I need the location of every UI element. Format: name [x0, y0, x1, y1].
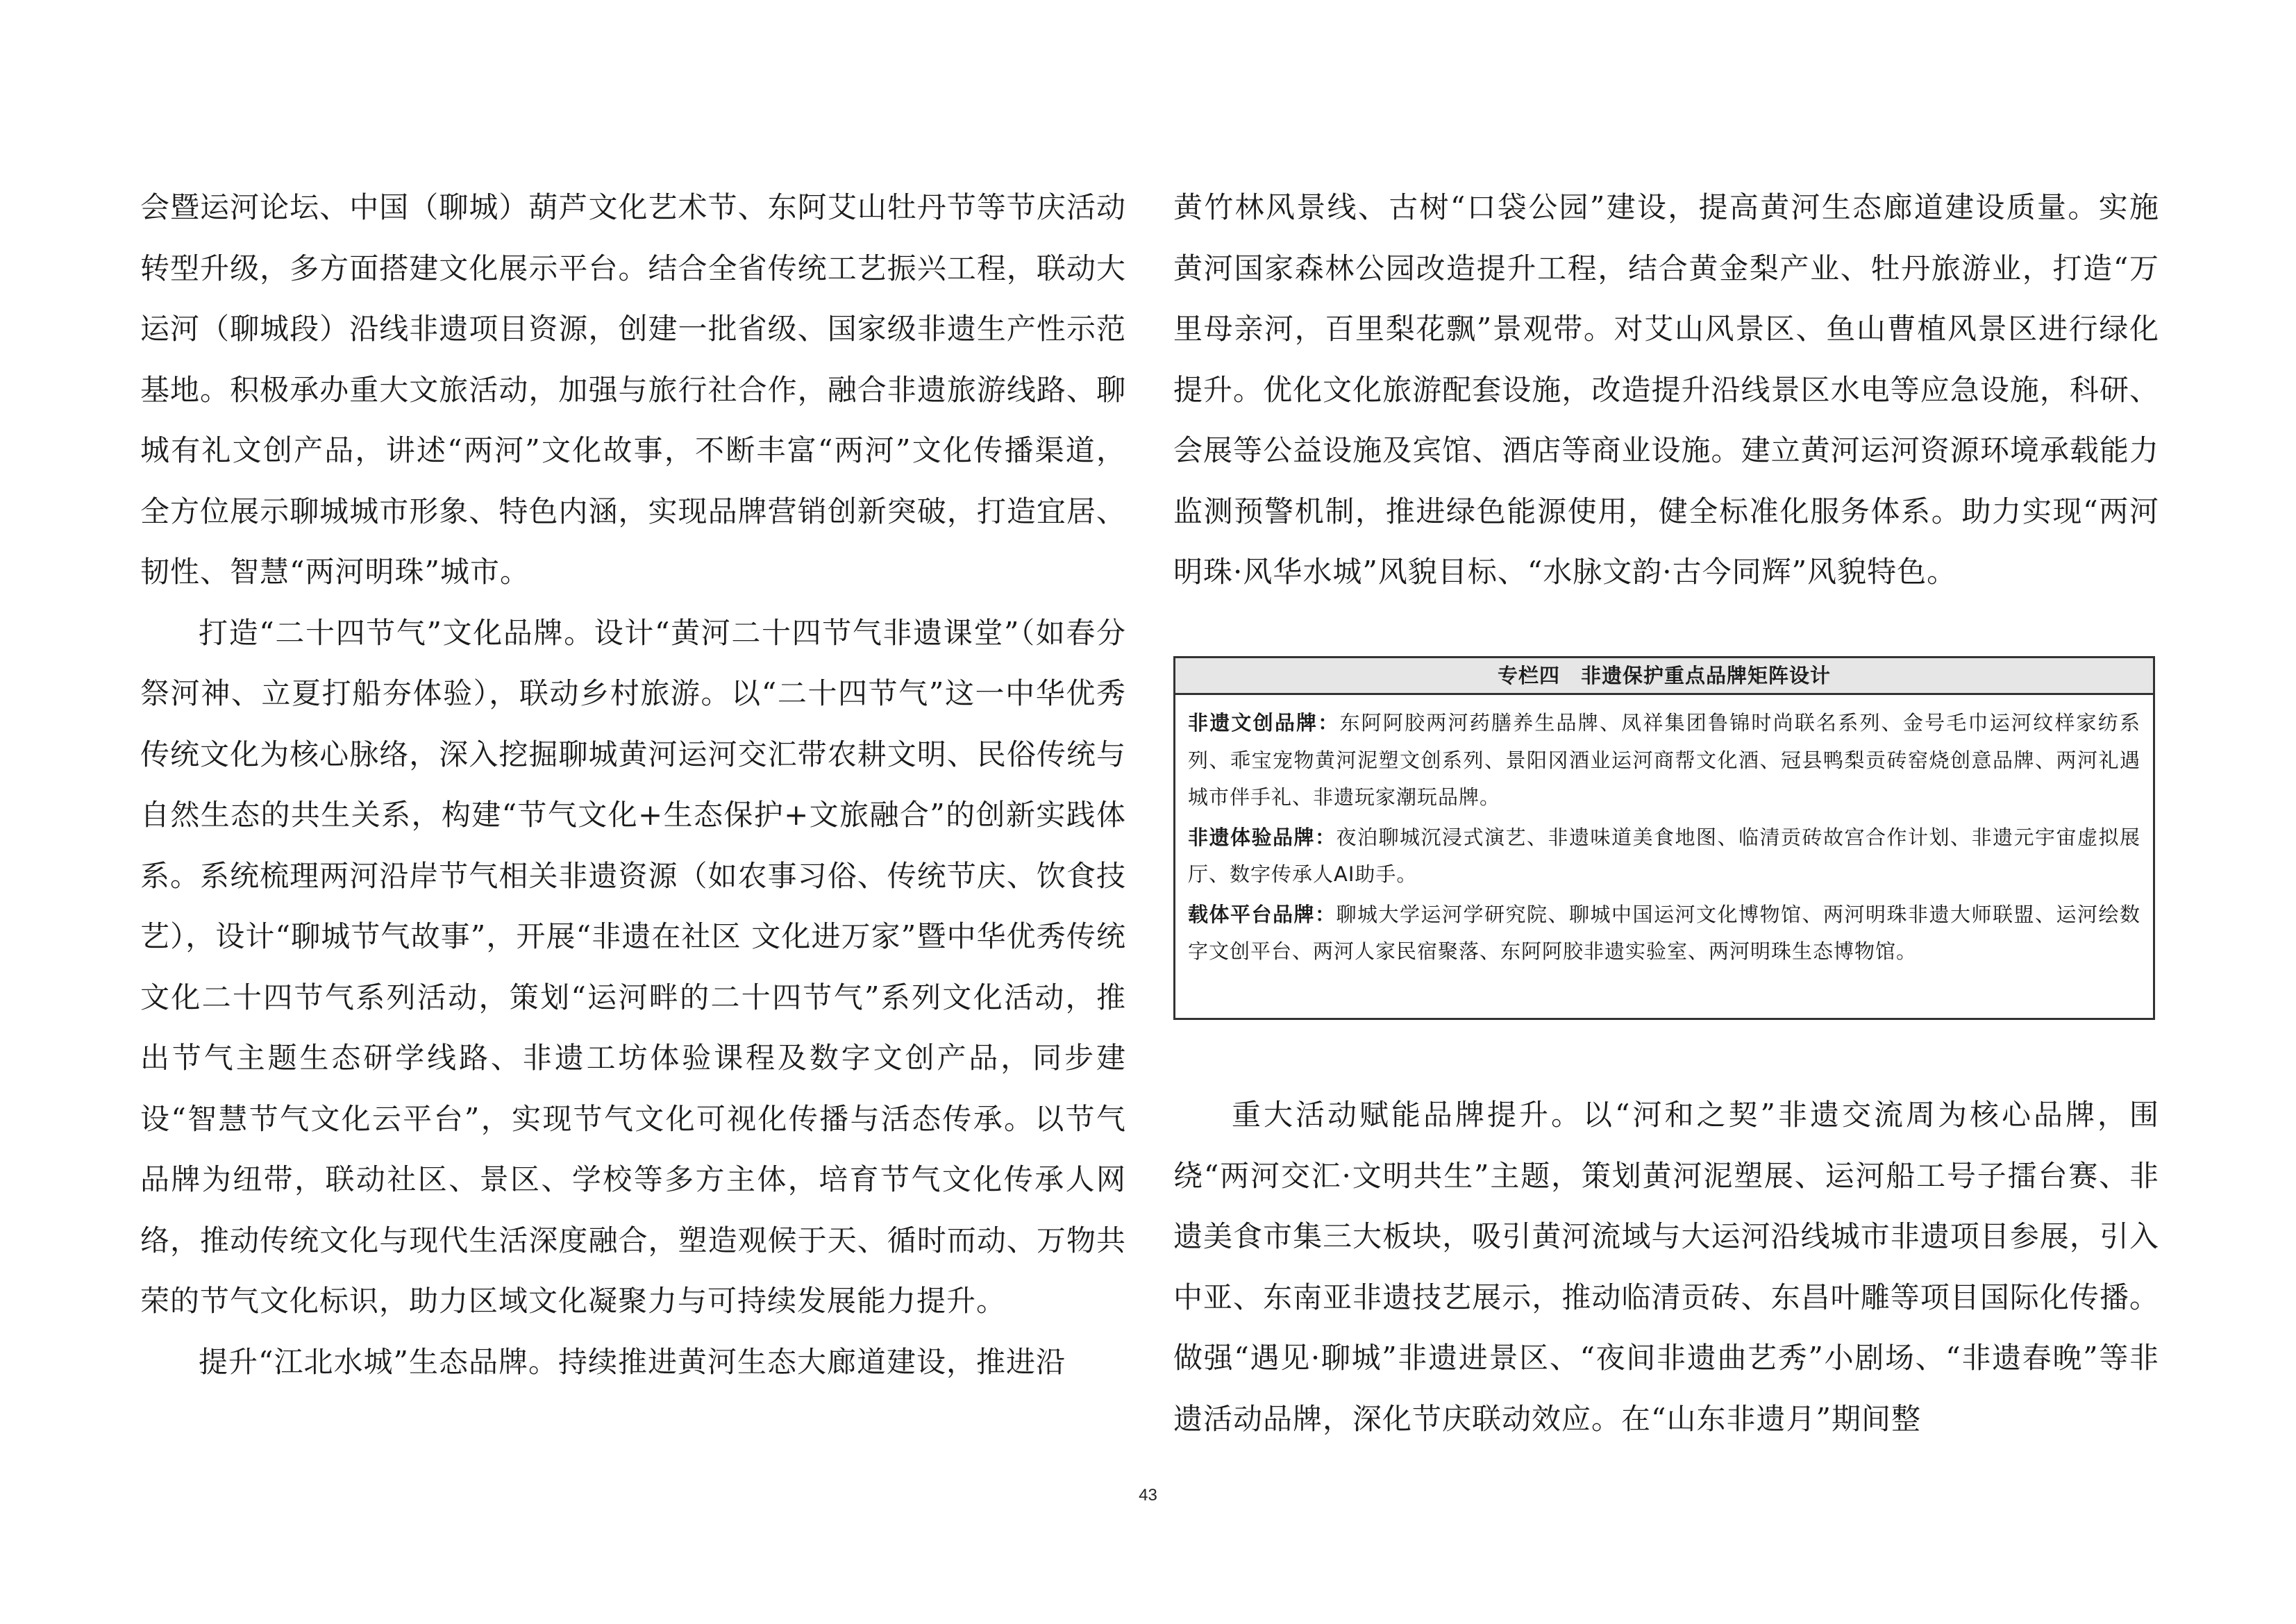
sidebar-item-label: 非遗文创品牌：: [1188, 711, 1340, 735]
sidebar-box-body: [1175, 695, 2153, 971]
sidebar-item-label: 载体平台品牌：: [1188, 902, 1336, 926]
right-paragraph-1: 黄竹林风景线、古树“口袋公园”建设，提高黄河生态廊道建设质量。实施黄河国家森林公园改造提升工程，结合黄金梨产业、牡丹旅游业，打造“万里母亲河，百里梨花飘”景观带。对艾山风景区、鱼山曹植风景区进行绿化提升。优化文化旅游配套设施，改造提升沿线景区水电等应急设施，科研、会展等公益设施及宾馆、酒店等商业设施。建立黄河运河资源环境承载能力监测预警机制，推进绿色能源使用，健全标准化服务体系。助力实现“两河明珠·风华水城”风貌目标、“水脉文韵·古今同辉”风貌特色。: [1173, 190, 2159, 589]
sidebar-item-text: 聊城大学运河学研究院、聊城中国运河文化博物馆、两河明珠非遗大师联盟、运河绘数字文创平台、两河人家民宿聚落、东阿阿胶非遗实验室、两河明珠生态博物馆。: [1188, 902, 2140, 963]
sidebar-item-experience-brands: [1188, 819, 2140, 894]
brand-matrix-sidebar-box: [1173, 656, 2155, 1020]
left-column: [140, 177, 1126, 1392]
left-paragraph-3: 提升“江北水城”生态品牌。持续推进黄河生态大廊道建设，推进沿: [199, 1344, 1066, 1379]
page-number: 43: [1139, 1486, 1157, 1505]
sidebar-item-text: 夜泊聊城沉浸式演艺、非遗味道美食地图、临清贡砖故宫合作计划、非遗元宇宙虚拟展厅、数字传承人AI助手。: [1188, 825, 2140, 886]
left-paragraph-1: 会暨运河论坛、中国（聊城）葫芦文化艺术节、东阿艾山牡丹节等节庆活动转型升级，多方面搭建文化展示平台。结合全省传统工艺振兴工程，联动大运河（聊城段）沿线非遗项目资源，创建一批省级、国家级非遗生产性示范基地。积极承办重大文旅活动，加强与旅行社合作，融合非遗旅游线路、聊城有礼文创产品，讲述“两河”文化故事，不断丰富“两河”文化传播渠道，全方位展示聊城城市形象、特色内涵，实现品牌营销创新突破，打造宜居、韧性、智慧“两河明珠”城市。: [140, 190, 1126, 589]
sidebar-item-platform-brands: [1188, 896, 2140, 971]
sidebar-item-label: 非遗体验品牌：: [1188, 825, 1336, 849]
sidebar-item-creative-brands: [1188, 705, 2140, 817]
right-paragraph-2: 重大活动赋能品牌提升。以“河和之契”非遗交流周为核心品牌，围绕“两河交汇·文明共生”主题，策划黄河泥塑展、运河船工号子擂台赛、非遗美食市集三大板块，吸引黄河流域与大运河沿线城市非遗项目参展，引入中亚、东南亚非遗技艺展示，推动临清贡砖、东昌叶雕等项目国际化传播。做强“遇见·聊城”非遗进景区、“夜间非遗曲艺秀”小剧场、“非遗春晚”等非遗活动品牌，深化节庆联动效应。在“山东非遗月”期间整: [1173, 1098, 2159, 1436]
left-paragraph-2: 打造“二十四节气”文化品牌。设计“黄河二十四节气非遗课堂”（如春分祭河神、立夏打船夯体验），联动乡村旅游。以“二十四节气”这一中华优秀传统文化为核心脉络，深入挖掘聊城黄河运河交汇带农耕文明、民俗传统与自然生态的共生关系，构建“节气文化+生态保护+文旅融合”的创新实践体系。系统梳理两河沿岸节气相关非遗资源（如农事习俗、传统节庆、饮食技艺），设计“聊城节气故事”，开展“非遗在社区 文化进万家”暨中华优秀传统文化二十四节气系列活动，策划“运河畔的二十四节气”系列文化活动，推出节气主题生态研学线路、非遗工坊体验课程及数字文创产品，同步建设“智慧节气文化云平台”，实现节气文化可视化传播与活态传承。以节气品牌为纽带，联动社区、景区、学校等多方主体，培育节气文化传承人网络，推动传统文化与现代生活深度融合，塑造观候于天、循时而动、万物共荣的节气文化标识，助力区域文化凝聚力与可持续发展能力提升。: [140, 615, 1126, 1318]
right-column-bottom: [1173, 1085, 2159, 1449]
right-column-top: [1173, 177, 2159, 603]
sidebar-box-title: 专栏四 非遗保护重点品牌矩阵设计: [1175, 658, 2153, 695]
sidebar-item-text: 东阿阿胶两河药膳养生品牌、凤祥集团鲁锦时尚联名系列、金号毛巾运河纹样家纺系列、乖宝宠物黄河泥塑文创系列、景阳冈酒业运河商帮文化酒、冠县鸭梨贡砖窑烧创意品牌、两河礼遇城市伴手礼、非遗玩家潮玩品牌。: [1188, 711, 2140, 809]
